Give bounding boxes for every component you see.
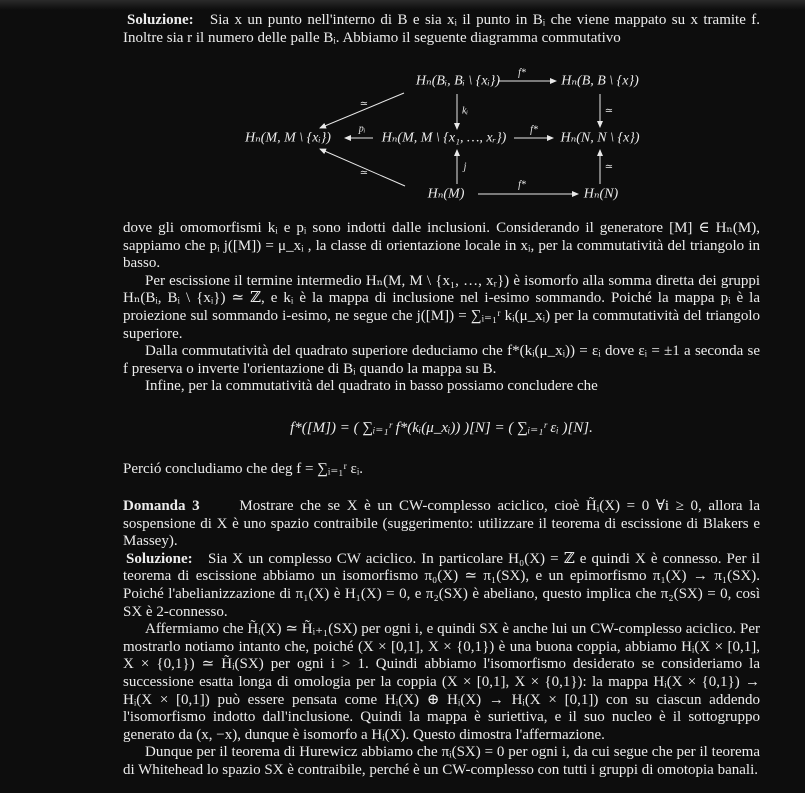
node-hn-b: Hₙ(B, B \ {x}) — [561, 73, 639, 89]
conclusion-text: Perció concludiamo che deg f = ∑ᵢ₌₁ʳ εᵢ. — [123, 461, 364, 477]
label-top-fstar: f* — [518, 67, 526, 79]
conclusion — [123, 461, 760, 479]
label-k: kᵢ — [461, 105, 469, 117]
question-3 — [123, 498, 760, 780]
paragraph: Affermiamo che H̃ᵢ(X) ≃ H̃ᵢ₊₁(SX) per ogni i, e quindi SX è anche lui un CW-complesso aciclico. Per mostrarlo notiamo intanto che, poiché (X × [0,1], X × {0,1}) è una buona coppia, abbiamo Hᵢ(X × [0,1], X × {0,1}) ≃ H̃ᵢ(SX) per ogni i > 1. Quindi abbiamo l'isomorfismo desiderato se consideriamo la successione esatta longa di omologia per la coppia (X × [0,1], X × {0,1}): la mappa Hᵢ(X × {0,1}) → Hᵢ(X × [0,1]) può essere pensata come Hᵢ(X) ⊕ Hᵢ(X) → Hᵢ(X × [0,1]) con su ciascun addendo l'isomorfismo indotto dall'inclusione. Quindi la mappa è suriettiva, e il suo nucleo è il sottogruppo generato da (x, −x), dunque è isomorfo a Hᵢ(X). Questo dimostra l'affermazione. — [123, 621, 760, 743]
question-label: Domanda 3 — [123, 498, 200, 514]
solution-label: Soluzione: — [126, 550, 193, 567]
label-iso-lower: ≃ — [359, 167, 369, 179]
node-hn-m-xi: Hₙ(M, M \ {xᵢ}) — [245, 130, 331, 146]
commutative-diagram — [0, 0, 805, 215]
proof-body — [123, 220, 760, 396]
node-hn-n: Hₙ(N, N \ {x}) — [560, 130, 640, 146]
diagram-arrows — [0, 0, 805, 215]
solution-intro-text: Sia x un punto nell'interno di B e sia xᵢ il punto in Bᵢ che viene mappato su x tramite f. Inoltre sia r il numero delle palle Bᵢ. Abbiamo il seguente diagramma commutativo — [123, 12, 760, 46]
label-iso-right-upper: ≃ — [604, 105, 614, 117]
label-bottom-fstar: f* — [518, 179, 526, 191]
label-j: j — [463, 161, 467, 173]
solution-label: Soluzione: — [127, 12, 194, 28]
paragraph: Sia X un complesso CW aciclico. In particolare H₀(X) = ℤ e quindi X è connesso. Per il teorema di escissione abbiamo un isomorfismo π₀(X) ≃ π₁(SX), e un epimorfismo π₁(X) → π₁(SX). Poiché l'abelianizzazione di π₁(X) è H₁(X) = 0, e π₂(SX) è abeliano, questo implica che π₂(SX) = 0, così SX è 2-connesso. — [123, 550, 760, 620]
display-formula: f*([M]) = ( ∑ᵢ₌₁ʳ f*(kᵢ(μ_xᵢ)) )[N] = ( ∑ᵢ₌₁ʳ εᵢ )[N]. — [290, 420, 593, 436]
label-mid-fstar: f* — [530, 124, 538, 136]
node-hn-m-all: Hₙ(M, M \ {x₁, …, xᵣ}) — [381, 130, 507, 146]
paragraph: Dunque per il teorema di Hurewicz abbiamo che πᵢ(SX) = 0 per ogni i, da cui segue che per il teorema di Whitehead lo spazio SX è contraibile, perché è un CW-complesso con tutti i gruppi di omotopia banali. — [123, 744, 760, 778]
paragraph: Dalla commutatività del quadrato superiore deduciamo che f*(kᵢ(μ_xᵢ)) = εᵢ dove εᵢ = ±1 a seconda se f preserva o inverte l'orientazione di Bᵢ quando la mappa su B. — [123, 343, 760, 377]
node-hn-bi: Hₙ(Bᵢ, Bᵢ \ {xᵢ}) — [415, 73, 501, 89]
paragraph: Infine, per la commutatività del quadrato in basso possiamo concludere che — [145, 378, 598, 395]
label-iso-right-lower: ≃ — [604, 161, 614, 173]
node-hn-m: Hₙ(M) — [427, 186, 465, 202]
node-hn-n-bottom: Hₙ(N) — [583, 186, 619, 202]
label-iso-upper: ≃ — [359, 98, 369, 110]
paragraph: dove gli omomorfismi kᵢ e pᵢ sono indotti dalle inclusioni. Considerando il generatore [M] ∈ Hₙ(M), sappiamo che pᵢ j([M]) = μ_xᵢ , la classe di orientazione locale in xᵢ, per la commutatività del triangolo in basso. — [123, 220, 760, 272]
paragraph: Per escissione il termine intermedio Hₙ(M, M \ {x₁, …, xᵣ}) è isomorfo alla somma diretta dei gruppi Hₙ(Bᵢ, Bᵢ \ {xᵢ}) ≃ ℤ, e kᵢ è la mappa di inclusione nel i-esimo sommando. Poiché la mappa pᵢ è la proiezione sul sommando i-esimo, ne segue che j([M]) = ∑ᵢ₌₁ʳ kᵢ(μ_xᵢ) per la commutatività del triangolo superiore. — [123, 272, 760, 342]
question-text: Mostrare che se X è un CW-complesso aciclico, cioè H̃ᵢ(X) = 0 ∀i ≥ 0, allora la sospensione di X è uno spazio contraibile (suggerimento: utilizzare il teorema di escissione di Blakers e Massey). — [123, 498, 761, 550]
label-p: pᵢ — [358, 123, 366, 135]
